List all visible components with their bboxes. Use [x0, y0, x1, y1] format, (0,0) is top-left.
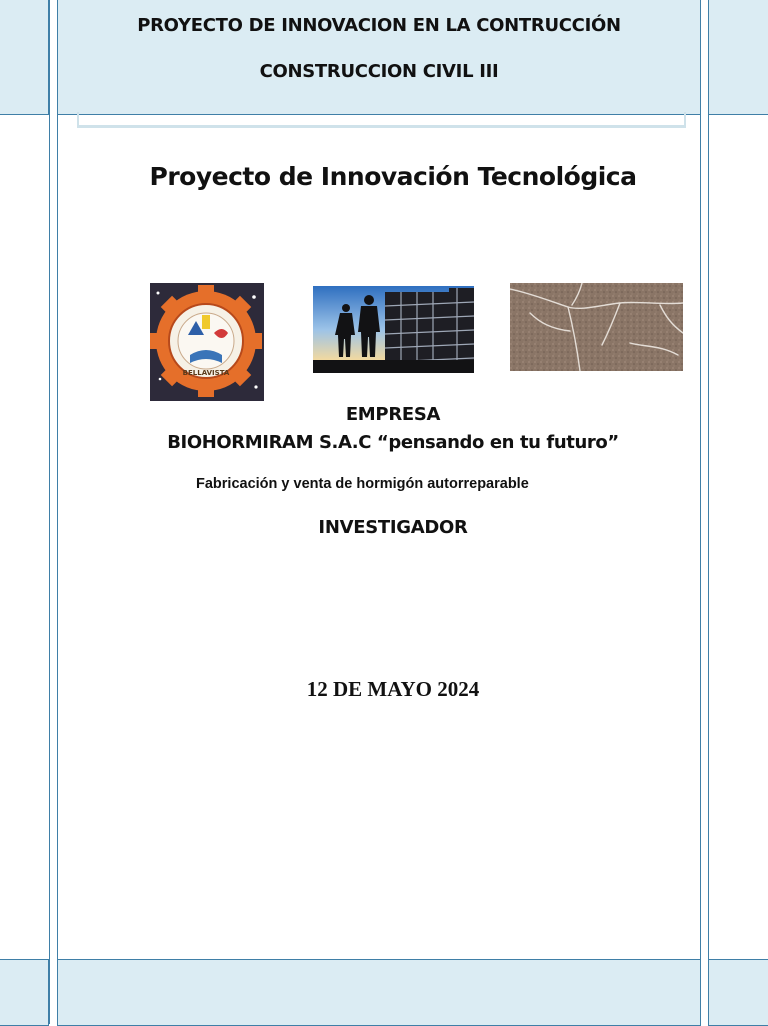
- header-band-right: [708, 0, 768, 115]
- empresa-label: EMPRESA: [345, 404, 441, 425]
- cracked-concrete-texture-icon: [510, 283, 683, 371]
- header-title: PROYECTO DE INNOVACION EN LA CONTRUCCIÓN: [137, 15, 621, 36]
- investigador-label: INVESTIGADOR: [318, 517, 468, 538]
- company-activity: Fabricación y venta de hormigón autorreparable: [196, 476, 529, 492]
- seal-text: BELLAVISTA: [182, 369, 230, 377]
- school-gear-seal-icon: [150, 283, 264, 401]
- page-border-line: [57, 0, 58, 1024]
- page-border-line: [708, 0, 709, 1024]
- header-underline-box: [77, 112, 686, 128]
- page-border-line: [700, 0, 701, 1024]
- footer-band-left: [0, 959, 49, 1026]
- footer-band: [57, 959, 701, 1026]
- document-date: 12 DE MAYO 2024: [306, 677, 480, 701]
- page-border-line: [49, 0, 50, 1024]
- header-band-left: [0, 0, 49, 115]
- company-name: BIOHORMIRAM S.A.C “pensando en tu futuro”: [167, 432, 619, 453]
- document-title: Proyecto de Innovación Tecnológica: [149, 162, 637, 191]
- construction-workers-silhouette-icon: [313, 286, 474, 373]
- footer-band-right: [708, 959, 768, 1026]
- header-subtitle: CONSTRUCCION CIVIL III: [259, 61, 499, 82]
